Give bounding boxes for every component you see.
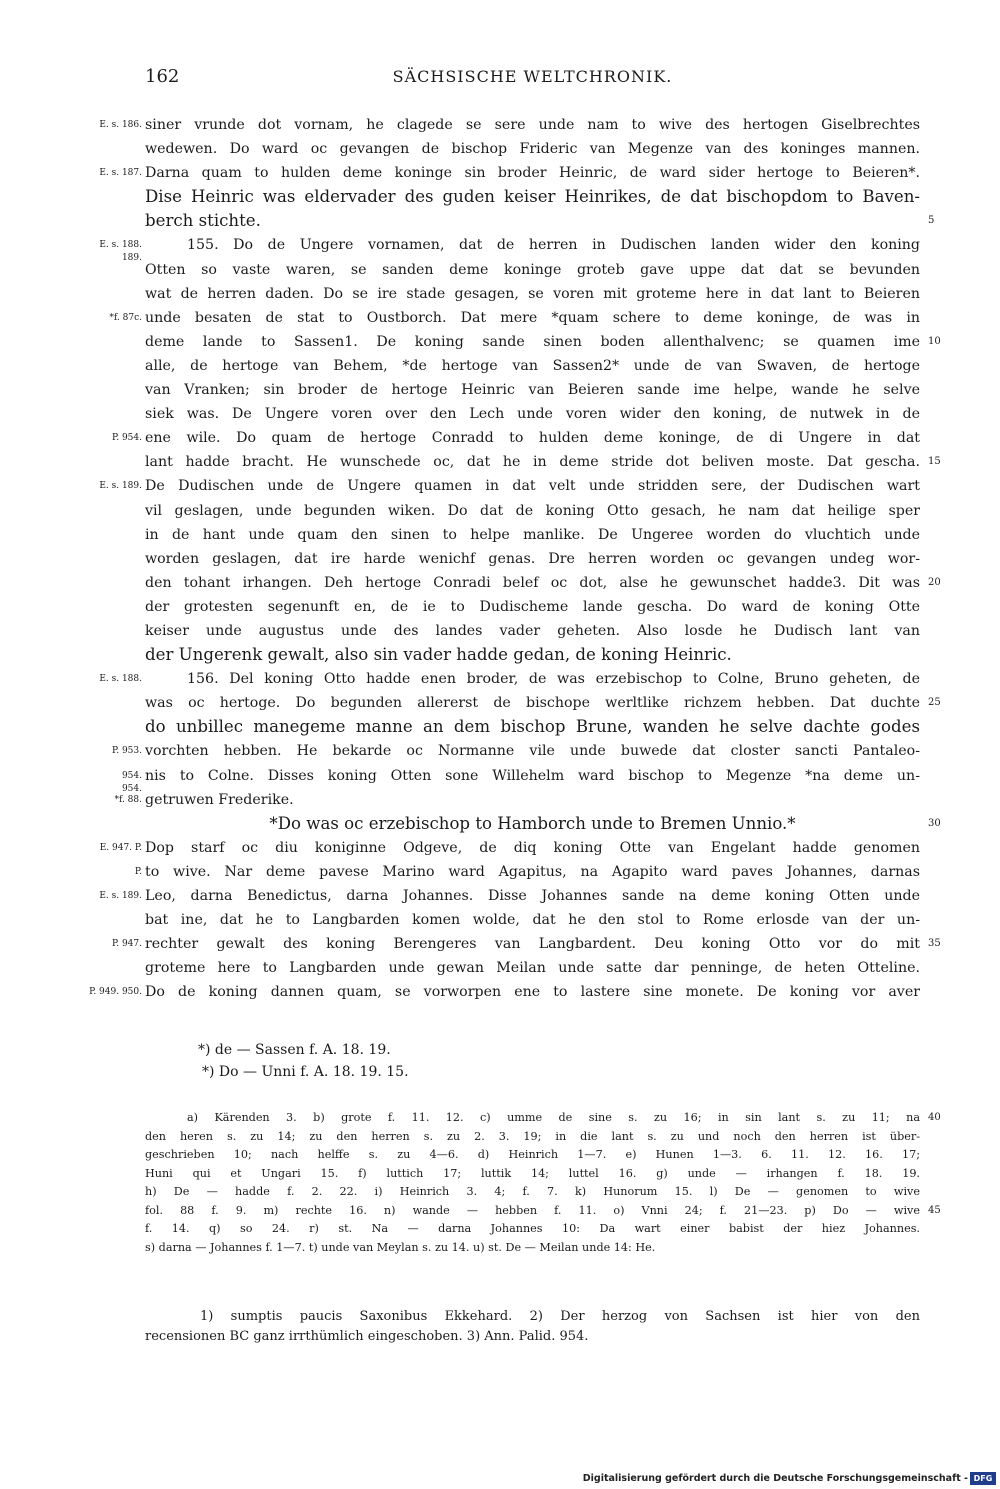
variant-note-line (145, 1128, 920, 1147)
margin-reference: 954. (121, 770, 142, 781)
line-number: 10 (928, 335, 941, 347)
line-text: Leo, darna Benedictus, darna Johannes. Disse Johannes sande na deme koning Otten unde (145, 888, 920, 904)
line-text: unde besaten de stat to Oustborch. Dat mere *quam schere to deme koninge, de was in (145, 309, 920, 326)
margin-reference-secondary: 189. (121, 253, 142, 264)
variant-note-text: den heren s. zu 14; zu den herren s. zu 2. 3. 19; in die lant s. zu und noch den herren ist über- (145, 1129, 920, 1143)
asterisk-notes (198, 1039, 409, 1083)
variant-note-line (145, 1202, 941, 1221)
text-line (0, 450, 1000, 474)
line-text: siek was. De Ungere voren over den Lech unde voren wider den koning, de nutwek in de (145, 406, 920, 423)
asterisk-note: *) Do — Unni f. A. 18. 19. 15. (202, 1064, 409, 1080)
line-text: *Do was oc erzebischop to Hamborch unde to Bremen Unnio.* (269, 813, 796, 833)
line-text: wat de herren daden. Do se ire stade gesagen, se voren mit groteme here in dat lant to Beieren (145, 285, 920, 302)
text-line (0, 739, 1000, 763)
variant-note-text: s) darna — Johannes f. 1—7. t) unde van Meylan s. zu 14. u) st. De — Meilan unde 14: He. (145, 1240, 656, 1254)
line-text: den tohant irhangen. Deh hertoge Conradi belef oc dot, alse he gewunschet hadde3. Dit was (145, 574, 920, 591)
line-text: berch stichte. (145, 211, 261, 231)
line-text: siner vrunde dot vornam, he clagede se sere unde nam to wive des hertogen Giselbrechtes (145, 117, 920, 133)
line-text: rechter gewalt des koning Berengeres van Langbardent. Deu koning Otto vor do mit (145, 936, 920, 953)
text-line (0, 258, 1000, 282)
margin-reference: P. 954. (112, 433, 142, 444)
text-line (0, 209, 1000, 233)
text-line (0, 499, 1000, 523)
text-line (0, 884, 1000, 908)
text-line (0, 812, 1000, 836)
line-text: nis to Colne. Disses koning Otten sone Willehelm ward bischop to Megenze *na deme un- (145, 767, 920, 784)
text-line (0, 980, 1000, 1004)
margin-reference: E. s. 189. (99, 891, 142, 901)
text-line (0, 643, 1000, 667)
variant-note-line (145, 1109, 941, 1128)
line-number: 15 (928, 456, 941, 468)
text-line (0, 571, 1000, 595)
line-text: to wive. Nar deme pavese Marino ward Agapitus, na Agapito ward paves Johannes, darnas (145, 863, 920, 880)
variant-note-line (145, 1165, 920, 1184)
line-text: Dise Heinric was eldervader des guden keiser Heinrikes, de dat bischopdom to Baven- (145, 187, 920, 207)
line-number: 40 (928, 1112, 941, 1123)
margin-reference: *f. 88. (114, 794, 142, 805)
line-text: Do de koning dannen quam, se vorworpen ene to lastere sine monete. De koning vor aver (145, 984, 920, 1001)
chronicle-text (0, 113, 1000, 1004)
footnote-line (145, 1327, 920, 1347)
line-text: groteme here to Langbarden unde gewan Meilan unde satte dar penninge, de heten Otteline. (145, 960, 920, 977)
margin-reference: E. s. 186. (99, 120, 142, 130)
text-line (0, 282, 1000, 306)
text-line (0, 836, 1000, 860)
text-line (0, 547, 1000, 571)
variant-note-line (145, 1239, 920, 1258)
line-text: De Dudischen unde de Ungere quamen in dat velt unde stridden sere, der Dudischen wart (145, 478, 920, 495)
text-line (0, 595, 1000, 619)
text-line (0, 233, 1000, 264)
variant-note-text: h) De — hadde f. 2. 22. i) Heinrich 3. 4; f. 7. k) Hunorum 15. l) De — genomen to wive (145, 1185, 920, 1198)
funding-notice: Digitalisierung gefördert durch die Deutsche Forschungsgemeinschaft - (582, 1473, 968, 1484)
line-text: 155. Do de Ungere vornamen, dat de herren in Dudischen landen wider den koning (187, 237, 920, 254)
line-text: der grotesten segenunft en, de ie to Dudischeme lande gescha. Do ward de koning Otte (145, 598, 920, 615)
footnote-line (145, 1307, 920, 1327)
variant-notes (145, 1109, 941, 1257)
text-line (0, 715, 1000, 739)
line-text: alle, de hertoge van Behem, *de hertoge van Sassen2* unde de van Swaven, de hertoge (145, 357, 920, 374)
line-number: 45 (928, 1204, 941, 1216)
line-text: wedewen. Do ward oc gevangen de bischop Frideric van Megenze van des koninges mannen. (145, 141, 920, 158)
line-text: Darna quam to hulden deme koninge sin broder Heinric, de ward sider hertoge to Beieren*. (145, 165, 920, 182)
line-text: in de hant unde quam den sinen to helpe manlike. De Ungeree worden do vluchtich unde (145, 526, 920, 543)
text-line (0, 474, 1000, 498)
line-text: der Ungerenk gewalt, also sin vader hadde gedan, de koning Heinric. (145, 645, 732, 665)
variant-note-text: geschrieben 10; nach helffe s. zu 4—6. d) Heinrich 1—7. e) Hunen 1—3. 6. 11. 12. 16. 17; (145, 1148, 920, 1161)
line-number: 5 (928, 215, 935, 227)
text-line (0, 908, 1000, 932)
margin-reference: E. s. 188. (99, 674, 142, 685)
line-text: getruwen Frederike. (145, 791, 294, 808)
footnotes (145, 1307, 920, 1347)
variant-note-text: a) Kärenden 3. b) grote f. 11. 12. c) umme de sine s. zu 16; in sin lant s. zu 11; na (187, 1111, 920, 1124)
text-line (0, 185, 1000, 209)
text-line (0, 667, 1000, 691)
text-line (0, 764, 1000, 794)
line-text: deme lande to Sassen1. De koning sande sinen boden allenthalvenc; se quamen ime (145, 333, 920, 350)
line-text: was oc hertoge. Do begunden allererst de bischope werltlike richzem hebben. Dat duchte (145, 695, 920, 712)
asterisk-note: *) de — Sassen f. A. 18. 19. (198, 1042, 391, 1058)
line-text: keiser unde augustus unde des landes vader geheten. Also losde he Dudisch lant van (145, 622, 920, 639)
text-line (0, 306, 1000, 330)
margin-reference: P. (134, 866, 142, 877)
line-text: vil geslagen, unde begunden wiken. Do dat de koning Otto gesach, he nam dat heilige sper (145, 502, 920, 519)
text-line (0, 691, 1000, 715)
variant-note-text: fol. 88 f. 9. m) rechte 16. n) wande — hebben f. 11. o) Vnni 24; f. 21—23. p) Do — wive (145, 1203, 920, 1217)
variant-note-line (145, 1183, 920, 1202)
line-text: van Vranken; sin broder de hertoge Heinric van Beieren sande ime helpe, wande he selve (145, 382, 920, 399)
margin-reference-secondary: 954. (121, 783, 142, 794)
margin-reference: E. 947. P. (99, 842, 142, 853)
text-line (0, 426, 1000, 450)
line-text: vorchten hebben. He bekarde oc Normanne vile unde buwede dat closter sancti Pantaleo- (145, 743, 920, 760)
text-line (0, 378, 1000, 402)
margin-reference: *f. 87c. (109, 312, 142, 323)
text-line (0, 161, 1000, 185)
footnote-text: recensionen BC ganz irrthümlich eingeschoben. 3) Ann. Palid. 954. (145, 1329, 589, 1344)
line-text: Dop starf oc diu koniginne Odgeve, de diq koning Otte van Engelant hadde genomen (145, 839, 920, 856)
line-text: do unbillec manegeme manne an dem bischop Brune, wanden he selve dachte godes (145, 717, 920, 737)
margin-reference: E. s. 189. (99, 481, 142, 492)
margin-reference: E. s. 187. (99, 168, 142, 179)
page-number: 162 (145, 66, 180, 87)
text-line (0, 137, 1000, 161)
text-line (0, 956, 1000, 980)
margin-reference: P. 947. (112, 939, 142, 950)
variant-note-text: Huni qui et Ungari 15. f) luttich 17; luttik 14; luttel 16. g) unde — irhangen f. 18. 19. (145, 1166, 920, 1180)
line-text: Otten so vaste waren, se sanden deme koninge groteb gave uppe dat dat se bevunden (145, 261, 920, 278)
variant-note-text: f. 14. q) so 24. r) st. Na — darna Johannes 10: Da wart einer babist der hiez Johannes. (145, 1222, 920, 1235)
line-number: 35 (928, 938, 941, 950)
line-text: bat ine, dat he to Langbarden komen wolde, dat he den stol to Rome erlosde van der un- (145, 912, 920, 929)
line-text: 156. Del koning Otto hadde enen broder, de was erzebischop to Colne, Bruno geheten, de (187, 671, 920, 688)
text-line (0, 523, 1000, 547)
dfg-logo: DFG (970, 1472, 996, 1485)
text-line (0, 402, 1000, 426)
text-line (0, 860, 1000, 884)
text-line (0, 619, 1000, 643)
variant-note-line (145, 1146, 920, 1165)
text-line (0, 354, 1000, 378)
text-line (0, 113, 1000, 137)
line-text: ene wile. Do quam de hertoge Conradd to hulden deme koninge, de di Ungere in dat (145, 430, 920, 447)
text-line (0, 932, 1000, 956)
margin-reference: P. 949. 950. (89, 987, 142, 998)
margin-reference: E. s. 188. (99, 240, 142, 251)
margin-reference: P. 953. (112, 746, 142, 757)
text-line (0, 788, 1000, 812)
footnote-text: 1) sumptis paucis Saxonibus Ekkehard. 2) Der herzog von Sachsen ist hier von den (200, 1309, 920, 1324)
line-text: lant hadde bracht. He wunschede oc, dat he in deme stride dot beliven moste. Dat gescha. (145, 454, 920, 471)
line-number: 30 (928, 817, 941, 829)
line-number: 20 (928, 576, 941, 588)
variant-note-line (145, 1220, 920, 1239)
running-title: SÄCHSISCHE WELTCHRONIK. (392, 67, 673, 86)
page-header (145, 66, 920, 90)
line-text: worden geslagen, dat ire harde wenichf genas. Dre herren worden oc gevangen undeg wor- (145, 550, 920, 567)
text-line (0, 330, 1000, 354)
line-number: 25 (928, 697, 941, 709)
